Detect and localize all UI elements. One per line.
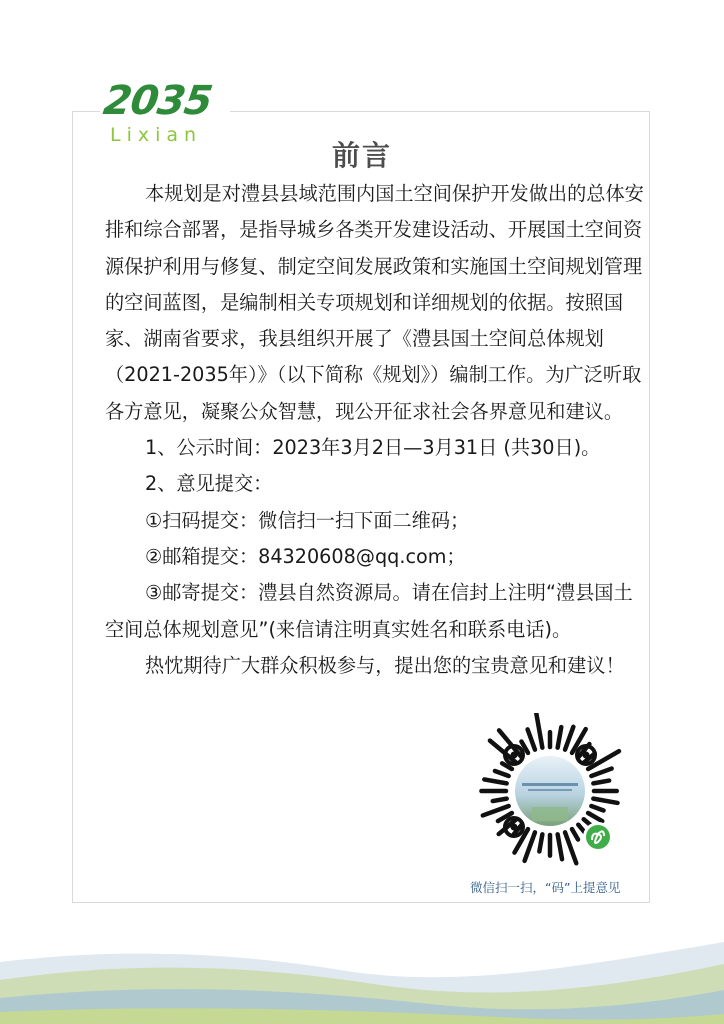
qr-ray [591,769,611,776]
schedule-paragraph: 1、公示时间：2023年3月2日—3月31日 (共30日)。 [145,436,601,460]
qr-finder-dot [511,752,518,759]
qr-ray [593,781,609,784]
submission-mail: ③邮寄提交：澧县自然资源局。请在信封上注明“澧县国土空间总体规划意见”(来信请注明真实姓名和联系电话)。 [105,581,633,641]
qr-ray [483,806,509,815]
qr-ray [558,727,562,748]
closing-paragraph: 热忱期待广大群众积极参与，提出您的宝贵意见和建议！ [145,653,625,677]
qr-ray [565,727,573,750]
submission-qr: ①扫码提交：微信扫一扫下面二维码； [145,508,470,532]
qr-code-icon [472,713,628,869]
qr-ray [493,799,507,801]
qr-finder-dot [511,824,518,831]
qr-ray [528,729,535,749]
submission-heading: 2、意见提交： [145,472,273,496]
qr-ray [495,771,509,776]
logo-number: 2035 [100,78,215,124]
qr-ray [536,713,542,747]
qr-ray [591,806,603,810]
intro-paragraph: 本规划是对澧县县域范围内国土空间保护开发做出的总体安排和综合部署，是指导城乡各类开发建设活动、开展国土空间资源保护利用与修复、制定空间发展政策和实施国土空间规划管理的空间蓝图，是编制相关专项规划和详细规划的依据。按照国家、湖南省要求，我县组织开展了《澧县国土空间总体规划（2021-2035年）》（以下简称《规划》）编制工作。为广泛听取各方意见，凝聚公众智慧，现公开征求社会各界意见和建议。 [105,182,644,423]
mini-program-qr-code[interactable] [472,713,628,869]
page-title: 前言 [331,139,392,172]
qr-ray [558,834,562,859]
qr-finder-dot [583,752,590,759]
submission-email: ②邮箱提交：84320608@qq.com； [145,544,466,568]
qr-ray [588,813,602,821]
qr-ray [593,799,617,803]
notice-body [105,176,645,684]
logo-text: Lixian [110,124,203,146]
decorative-waves [0,930,724,1024]
qr-ray [539,834,542,851]
qr-ray [484,779,506,783]
qr-ray [572,829,578,839]
wechat-mini-program-icon [586,825,610,849]
qr-caption: 微信扫一扫，“码”上提意见 [470,880,621,895]
